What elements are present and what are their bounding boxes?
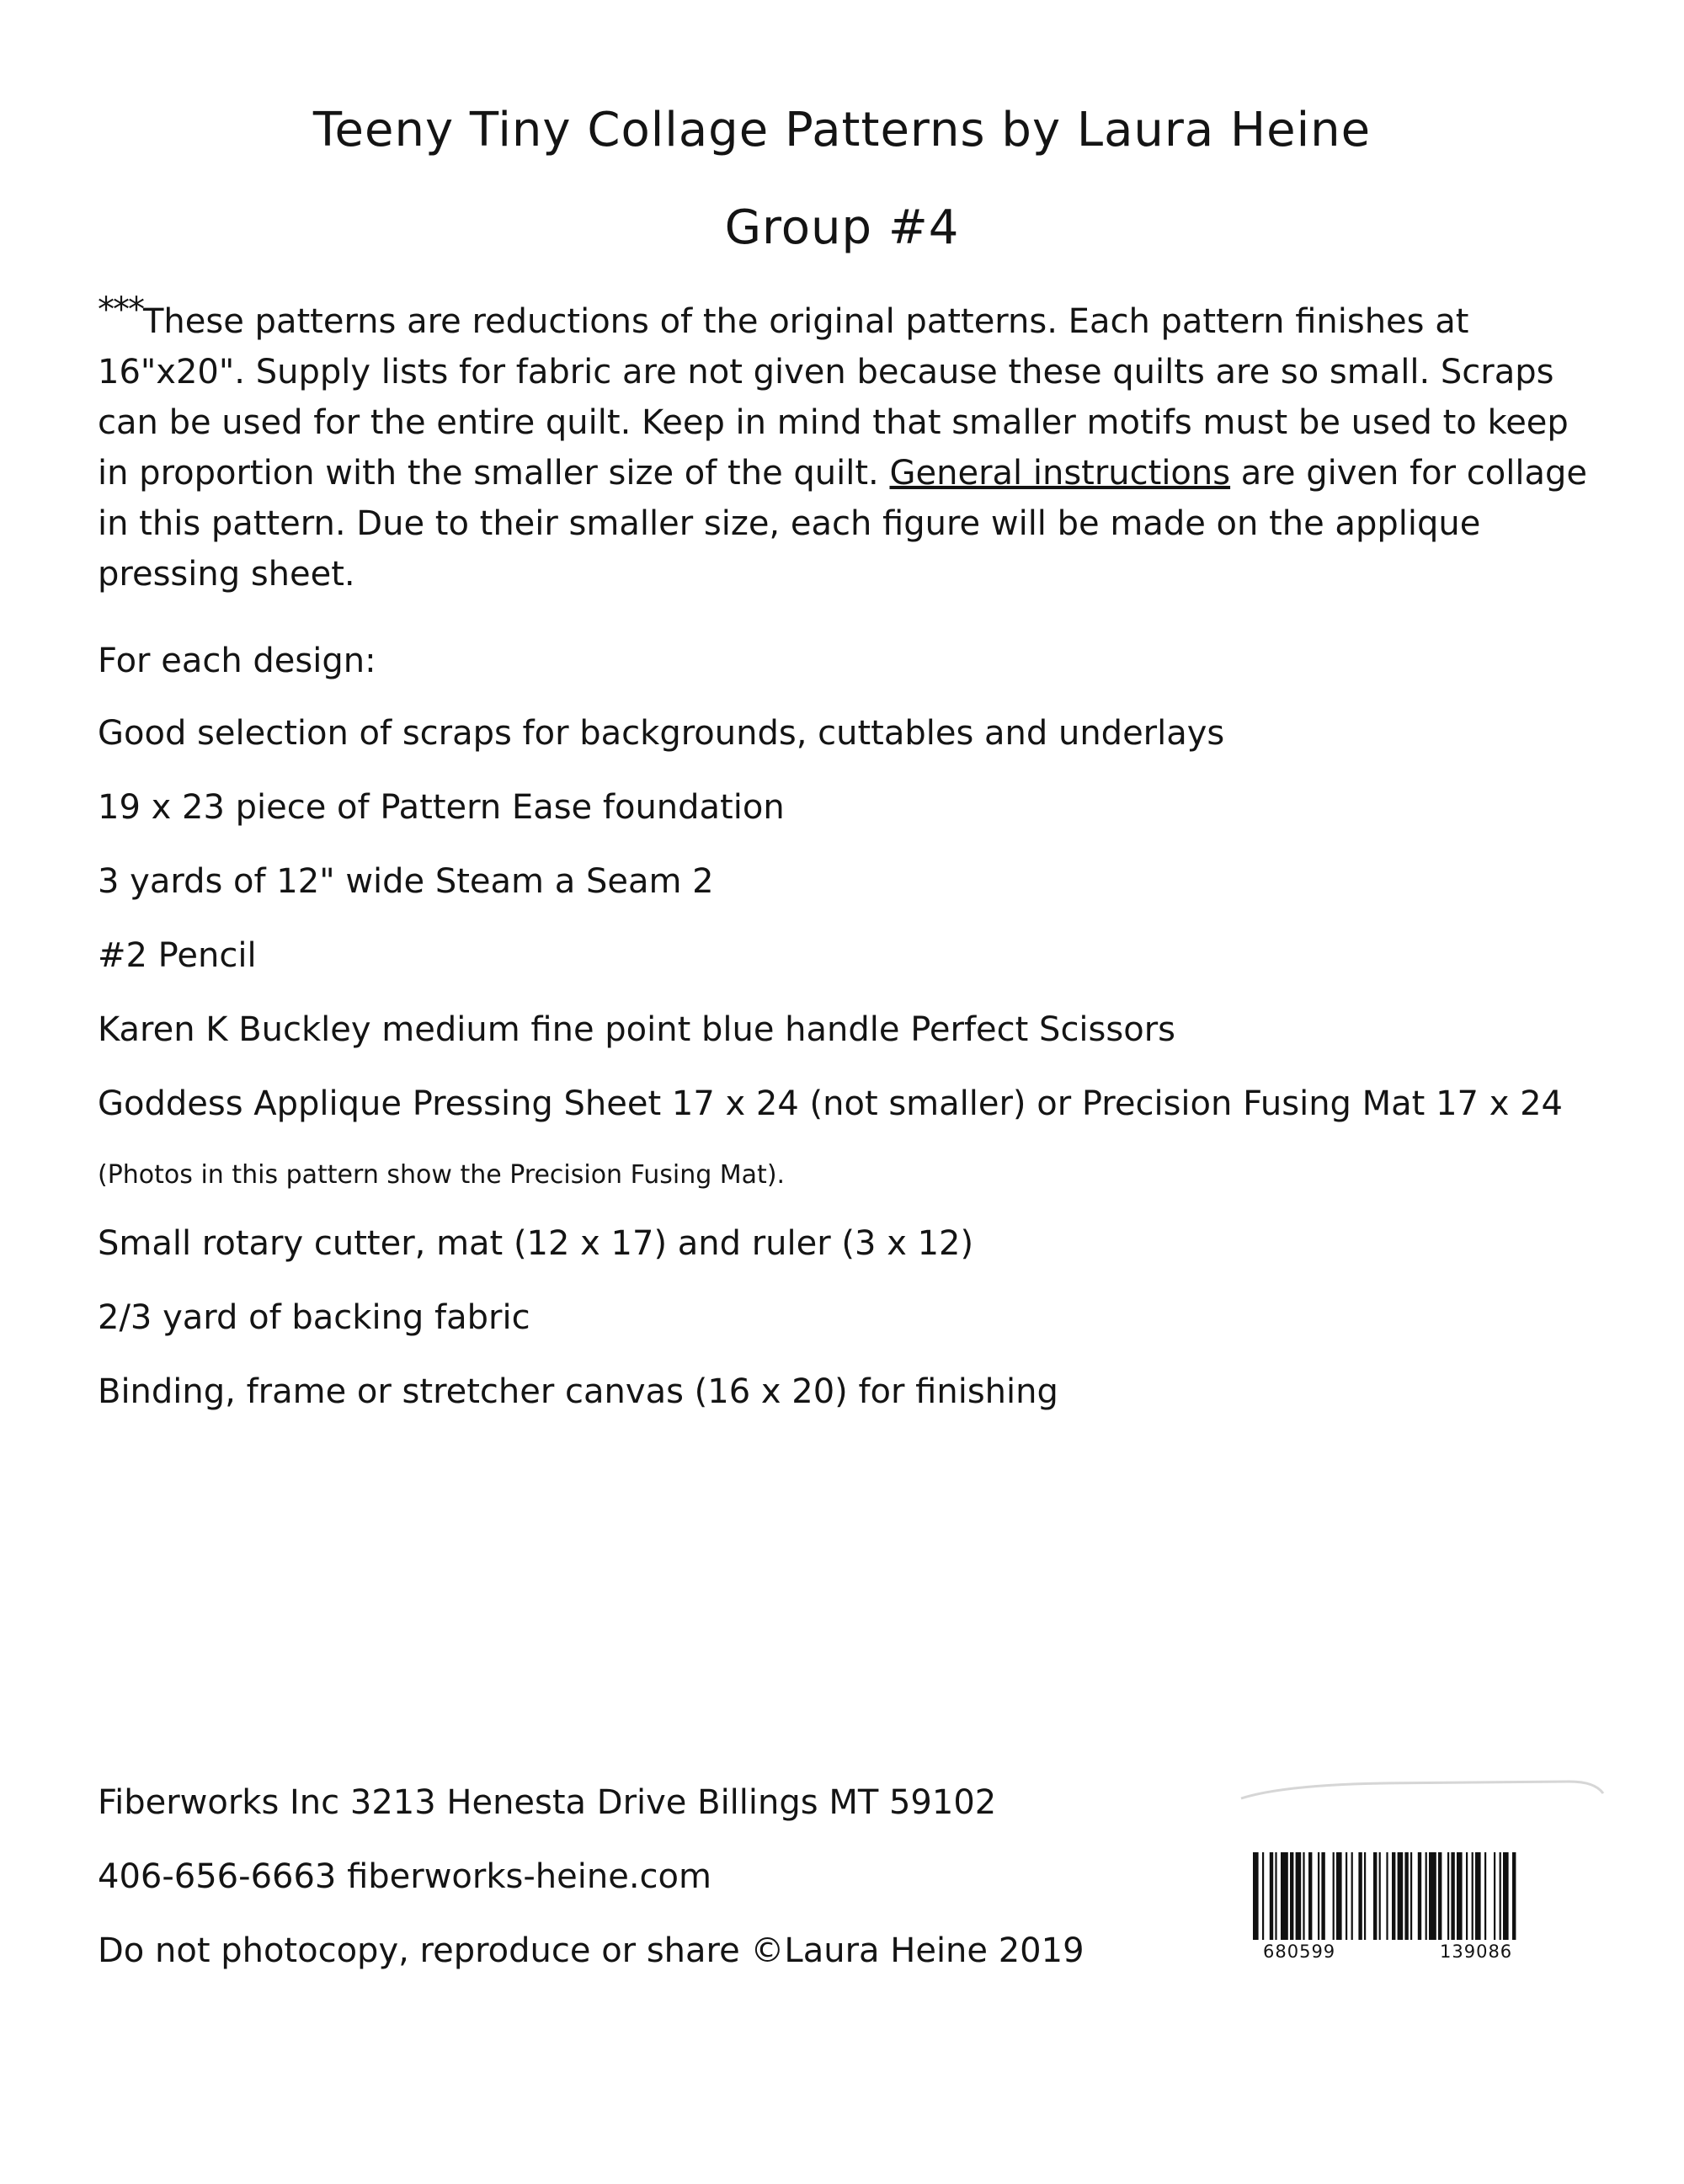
barcode-bar — [1270, 1852, 1273, 1940]
intro-text-b: are given for collage in this pattern. Due to their smaller size, each figure will be made on the applique pressing sheet. — [98, 454, 1587, 594]
barcode-bar — [1358, 1852, 1362, 1940]
barcode — [1250, 1852, 1564, 1965]
barcode-bar — [1333, 1852, 1335, 1940]
supply-item: Goddess Applique Pressing Sheet 17 x 24 (not smaller) or Precision Fusing Mat 17 x 24 — [98, 1084, 1563, 1123]
barcode-bar — [1447, 1852, 1449, 1940]
barcode-bar — [1336, 1852, 1342, 1940]
barcode-bar — [1484, 1852, 1486, 1940]
barcode-bar — [1451, 1852, 1454, 1940]
barcode-bar — [1438, 1852, 1442, 1940]
supply-item: 2/3 yard of backing fabric — [98, 1298, 530, 1337]
barcode-bar — [1457, 1852, 1463, 1940]
barcode-bar — [1426, 1852, 1427, 1940]
barcode-bar — [1379, 1852, 1381, 1940]
supplies-heading: For each design: — [98, 642, 376, 680]
supply-item: 3 yards of 12" wide Steam a Seam 2 — [98, 862, 714, 901]
barcode-bar — [1346, 1852, 1347, 1940]
barcode-bar — [1373, 1852, 1377, 1940]
supply-item: Binding, frame or stretcher canvas (16 x 20) for finishing — [98, 1372, 1058, 1411]
general-instructions-link[interactable]: General instructions — [889, 454, 1231, 493]
supply-note: (Photos in this pattern show the Precision Fusing Mat). — [98, 1160, 786, 1190]
barcode-bar — [1512, 1852, 1516, 1940]
barcode-bar — [1386, 1852, 1388, 1940]
barcode-bar — [1494, 1852, 1495, 1940]
intro-text-a: These patterns are reductions of the original patterns. Each pattern finishes at 16"x20". Supply lists for fabric are not given because these quilts are so small. Scraps can be used for the entire quilt. Keep in mind that smaller motifs must be used to keep in proportion with the smaller size of the quilt. — [98, 302, 1569, 493]
barcode-bar — [1500, 1852, 1501, 1940]
barcode-bar — [1281, 1852, 1288, 1940]
barcode-left-number: 680599 — [1263, 1942, 1336, 1962]
barcode-bar — [1351, 1852, 1353, 1940]
footer-contact: 406-656-6663 fiberworks-heine.com — [98, 1857, 711, 1896]
barcode-bar — [1398, 1852, 1404, 1940]
barcode-bar — [1364, 1852, 1366, 1940]
barcode-bar — [1503, 1852, 1509, 1940]
supply-item: #2 Pencil — [98, 936, 257, 975]
barcode-bar — [1262, 1852, 1264, 1940]
barcode-bar — [1318, 1852, 1319, 1940]
supply-item: 19 x 23 piece of Pattern Ease foundation — [98, 788, 785, 827]
barcode-bar — [1290, 1852, 1293, 1940]
supply-item: Good selection of scraps for backgrounds, cuttables and underlays — [98, 714, 1225, 753]
barcode-bar — [1275, 1852, 1276, 1940]
footer-copyright: Do not photocopy, reproduce or share ©Laura Heine 2019 — [98, 1931, 1084, 1970]
supply-item: Small rotary cutter, mat (12 x 17) and ruler (3 x 12) — [98, 1224, 974, 1263]
barcode-bar — [1303, 1852, 1304, 1940]
barcode-bar — [1253, 1852, 1259, 1940]
barcode-bar — [1392, 1852, 1395, 1940]
supply-item: Karen K Buckley medium fine point blue handle Perfect Scissors — [98, 1010, 1175, 1049]
intro-stars: *** — [98, 290, 143, 329]
barcode-bar — [1410, 1852, 1412, 1940]
page-subtitle: Group #4 — [724, 200, 960, 255]
barcode-bar — [1472, 1852, 1474, 1940]
barcode-bar — [1296, 1852, 1302, 1940]
barcode-bar — [1308, 1852, 1312, 1940]
sticker-edge-decoration — [1233, 1770, 1612, 1803]
intro-paragraph — [98, 290, 1588, 599]
barcode-bar — [1475, 1852, 1481, 1940]
barcode-bar — [1418, 1852, 1421, 1940]
barcode-right-number: 139086 — [1440, 1942, 1513, 1962]
footer-address: Fiberworks Inc 3213 Henesta Drive Billings MT 59102 — [98, 1783, 997, 1822]
page-title: Teeny Tiny Collage Patterns by Laura Heine — [312, 103, 1372, 157]
barcode-bar — [1429, 1852, 1436, 1940]
barcode-bar — [1466, 1852, 1468, 1940]
barcode-bar — [1404, 1852, 1408, 1940]
barcode-bar — [1321, 1852, 1324, 1940]
